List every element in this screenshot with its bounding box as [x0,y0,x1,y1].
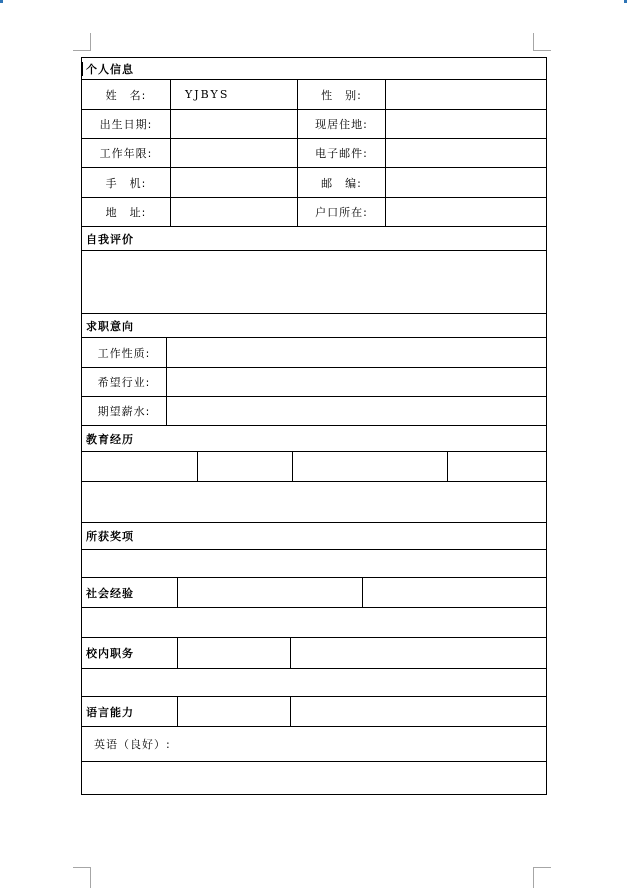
resume-form-table [81,57,547,795]
section-title-personal-info[interactable] [82,58,546,79]
education-column-4[interactable] [448,452,546,481]
field-value-registration[interactable] [386,198,546,226]
section-title-education: 教育经历 [86,432,134,446]
field-label-email: 电子邮件: [298,139,386,167]
language-english-row [82,727,546,762]
language-ability-cell-2[interactable] [291,697,546,726]
education-details-row [82,482,546,523]
field-value-address[interactable] [171,198,298,226]
text-cursor [82,62,83,76]
field-row-desired-industry [82,368,546,397]
field-row-job-type [82,338,546,368]
section-row-education [82,426,546,452]
self-evaluation-content-row [82,251,546,314]
section-row-job-intention [82,314,546,338]
awards-details[interactable] [82,550,546,577]
section-title-self-evaluation: 自我评价 [86,232,134,246]
section-title-school-positions: 校内职务 [82,638,178,668]
field-label-work-years: 工作年限: [82,139,171,167]
section-row-self-evaluation [82,227,546,251]
margin-crop-mark-top-right [533,33,551,51]
school-positions-cell-1[interactable] [178,638,291,668]
section-title-job-intention: 求职意向 [86,319,134,333]
field-value-job-type[interactable] [167,338,546,367]
field-label-residence: 现居住地: [298,110,386,138]
section-title-social-experience: 社会经验 [82,578,178,607]
field-label-desired-industry: 希望行业: [82,368,167,396]
section-row-personal-info [82,58,546,80]
field-label-gender: 性 别: [298,80,386,109]
language-details-row [82,762,546,794]
field-value-zipcode[interactable] [386,168,546,197]
school-positions-cell-2[interactable] [291,638,546,668]
section-row-awards [82,523,546,550]
field-row-name-gender [82,80,546,110]
field-value-residence[interactable] [386,110,546,138]
field-label-registration: 户口所在: [298,198,386,226]
field-row-mobile-zipcode [82,168,546,198]
education-columns-row [82,452,546,482]
field-row-birthdate-residence [82,110,546,139]
field-label-name: 姓 名: [82,80,171,109]
school-positions-details[interactable] [82,669,546,696]
window-edge-accent-left [0,0,3,3]
section-title-awards: 所获奖项 [86,530,134,543]
language-ability-cell-1[interactable] [178,697,291,726]
self-evaluation-content[interactable] [82,251,546,313]
section-row-social-experience [82,578,546,608]
language-details[interactable] [82,762,546,794]
section-row-school-positions [82,638,546,669]
field-label-address: 地 址: [82,198,171,226]
social-experience-cell-2[interactable] [363,578,546,607]
margin-crop-mark-bottom-left [73,867,91,888]
field-label-job-type: 工作性质: [82,338,167,367]
language-english-level: 英语（良好）: [94,738,171,751]
field-value-desired-industry[interactable] [167,368,546,396]
section-row-language-ability [82,697,546,727]
field-value-work-years[interactable] [171,139,298,167]
field-row-address-registration [82,198,546,227]
education-column-3[interactable] [293,452,448,481]
field-row-expected-salary [82,397,546,426]
field-label-mobile: 手 机: [82,168,171,197]
field-label-birthdate: 出生日期: [82,110,171,138]
field-value-mobile[interactable] [171,168,298,197]
field-row-experience-email [82,139,546,168]
education-column-2[interactable] [198,452,293,481]
margin-crop-mark-bottom-right [533,867,551,888]
section-title-language-ability: 语言能力 [82,697,178,726]
field-value-name[interactable]: YJBYS [171,80,298,109]
field-value-gender[interactable] [386,80,546,109]
section-title-text: 个人信息 [86,62,134,76]
social-experience-cell-1[interactable] [178,578,363,607]
field-value-email[interactable] [386,139,546,167]
education-details[interactable] [82,482,546,522]
awards-details-row [82,550,546,578]
social-experience-details-row [82,608,546,638]
margin-crop-mark-top-left [73,33,91,51]
field-value-expected-salary[interactable] [167,397,546,425]
field-label-expected-salary: 期望薪水: [82,397,167,425]
field-value-birthdate[interactable] [171,110,298,138]
school-positions-details-row [82,669,546,697]
social-experience-details[interactable] [82,608,546,637]
education-column-1[interactable] [82,452,198,481]
field-label-zipcode: 邮 编: [298,168,386,197]
